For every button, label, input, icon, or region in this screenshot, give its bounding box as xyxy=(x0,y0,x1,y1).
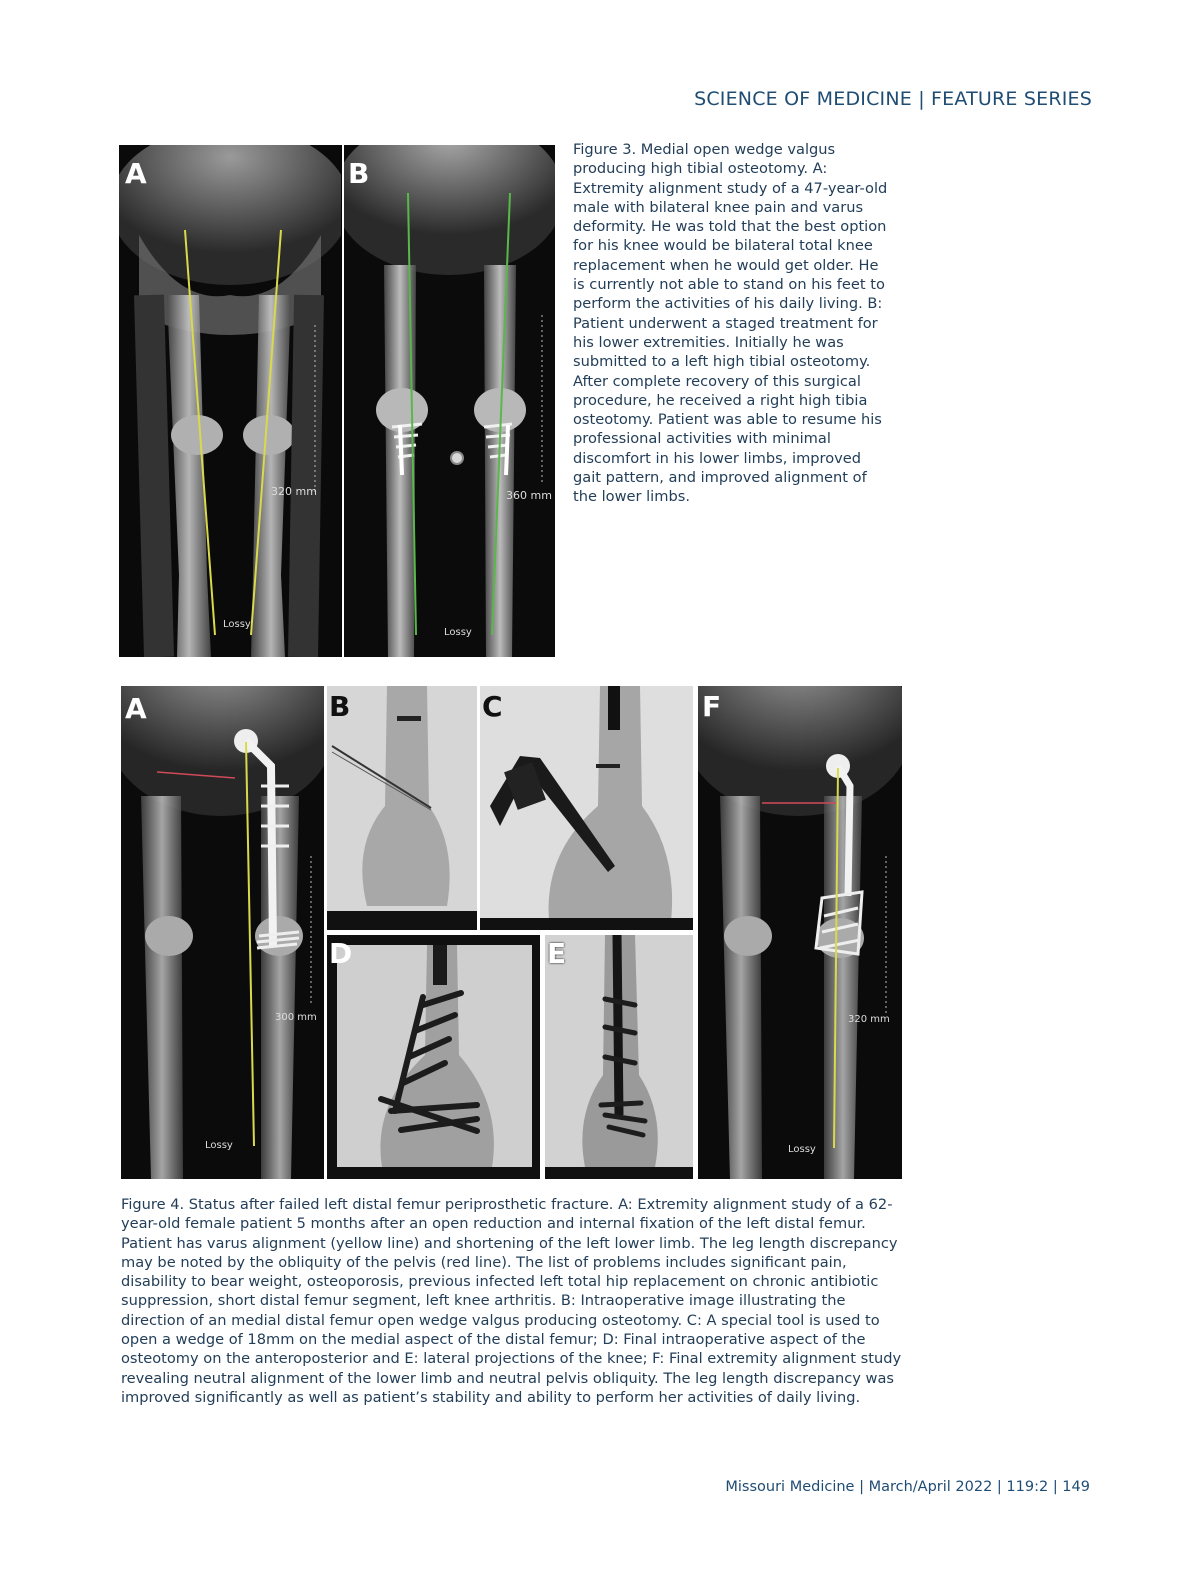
figure-4-panel-d xyxy=(327,935,540,1179)
figure-4-image xyxy=(121,686,902,1179)
figure-4-panel-b xyxy=(327,686,477,930)
figure-4-caption: Figure 4. Status after failed left distal femur periprosthetic fracture. A: Extremity alignment study of a 62-year-old female patient 5 months after an open reduction and internal fixation of the left distal femur. Patient has varus alignment (yellow line) and shortening of the left lower limb. The leg length discrepancy may be noted by the obliquity of the pelvis (red line). The list of problems includes significant pain, disability to bear weight, osteoporosis, previous infected left total hip replacement on chronic antibiotic suppression, short distal femur segment, left knee arthritis. B: Intraoperative image illustrating the direction of an medial distal femur open wedge valgus producing osteotomy. C: A special tool is used to open a wedge of 18mm on the medial aspect of the distal femur; D: Final intraoperative aspect of the osteotomy on the anteroposterior and E: lateral projections of the knee; F: Final extremity alignment study revealing neutral alignment of the lower limb and neutral pelvis obliquity. The leg length discrepancy was improved significantly as well as patient’s stability and ability to perform her activities of daily living. xyxy=(121,1196,902,1406)
figure-3-panel-b xyxy=(344,145,555,657)
figure-3-caption: Figure 3. Medial open wedge valgus producing high tibial osteotomy. A: Extremity alignment study of a 47-year-old male with bilateral knee pain and varus deformity. He was told that the best option for his knee would be bilateral total knee replacement when he would get older. He is currently not able to stand on his feet to perform the activities of his daily living. B: Patient underwent a staged treatment for his lower extremities. Initially he was submitted to a left high tibial osteotomy. After complete recovery of this surgical procedure, he received a right high tibia osteotomy. Patient was able to resume his professional activities with minimal discomfort in his lower limbs, improved gait pattern, and improved alignment of the lower limbs. xyxy=(573,141,888,506)
ruler-label: 360 mm xyxy=(506,489,552,502)
panel-label: A xyxy=(125,692,147,725)
running-header: SCIENCE OF MEDICINE | FEATURE SERIES xyxy=(694,88,1092,110)
panel-label: F xyxy=(702,690,722,723)
ruler-label: 300 mm xyxy=(275,1012,317,1023)
lossy-stamp: Lossy xyxy=(444,627,472,638)
panel-label: B xyxy=(348,157,370,190)
figure-4-panel-e xyxy=(545,935,693,1179)
figure-4-panel-f xyxy=(698,686,902,1179)
lossy-stamp: Lossy xyxy=(788,1144,816,1155)
figure-3-panel-a xyxy=(119,145,341,657)
panel-label: C xyxy=(482,690,503,723)
lossy-stamp: Lossy xyxy=(223,619,251,630)
panel-label: B xyxy=(329,690,351,723)
figure-3-image xyxy=(119,145,555,657)
ruler-label: 320 mm xyxy=(271,485,317,498)
panel-label: E xyxy=(547,937,567,970)
figure-4-panel-a xyxy=(121,686,324,1179)
lossy-stamp: Lossy xyxy=(205,1140,233,1151)
panel-label: D xyxy=(329,937,353,970)
page-footer: Missouri Medicine | March/April 2022 | 119:2 | 149 xyxy=(725,1479,1090,1495)
figure-4-panel-c xyxy=(480,686,693,930)
panel-label: A xyxy=(125,157,147,190)
ruler-label: 320 mm xyxy=(848,1014,890,1025)
